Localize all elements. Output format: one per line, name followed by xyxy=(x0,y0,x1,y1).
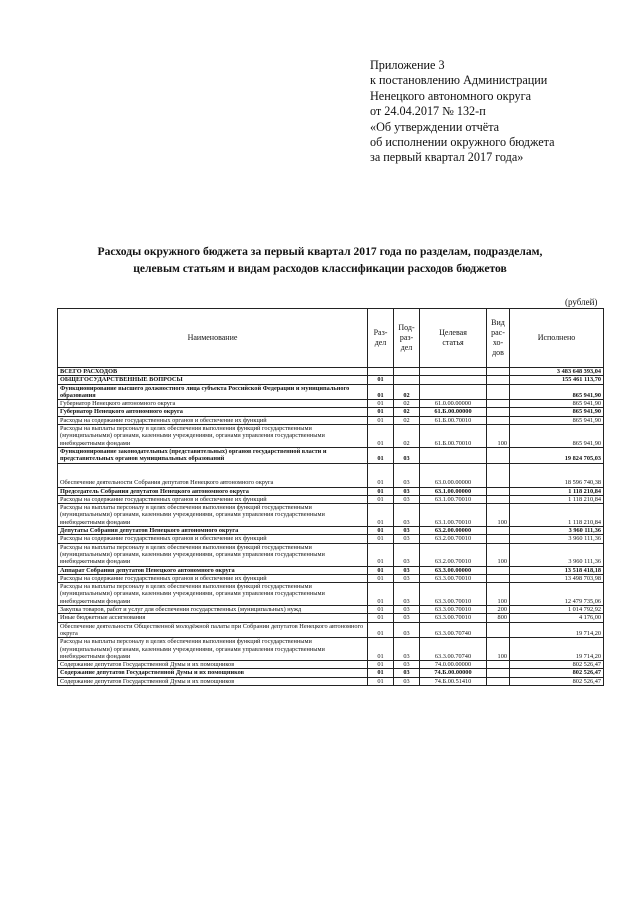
row-expense-kind-cell xyxy=(487,677,510,685)
row-subsection-cell: 02 xyxy=(394,416,420,424)
table-row xyxy=(58,638,604,661)
table-row xyxy=(58,566,604,574)
row-target-article-cell: 63.3.00.70740 xyxy=(420,638,487,661)
header-target-article: Целевая статья xyxy=(420,309,487,368)
row-name-cell: Расходы на содержание государственных органов и обеспечение их функций xyxy=(58,574,368,582)
row-subsection-cell: 03 xyxy=(394,622,420,638)
row-subsection-cell: 03 xyxy=(394,463,420,487)
row-amount-cell: 155 461 113,70 xyxy=(510,376,604,384)
row-target-article-cell xyxy=(420,368,487,376)
row-name-cell: Обеспечение деятельности Общественной молодёжной палаты при Собрании депутатов Ненецкого автономного округа xyxy=(58,622,368,638)
row-section-cell: 01 xyxy=(368,425,394,448)
row-name-cell: Расходы на содержание государственных органов и обеспечение их функций xyxy=(58,416,368,424)
table-row xyxy=(58,447,604,463)
row-name-cell: Депутаты Собрания депутатов Ненецкого автономного округа xyxy=(58,527,368,535)
row-section-cell: 01 xyxy=(368,622,394,638)
row-name-cell: Расходы на содержание государственных органов и обеспечение их функций xyxy=(58,495,368,503)
row-section-cell: 01 xyxy=(368,384,394,400)
report-title-line-1: Расходы окружного бюджета за первый квартал 2017 года по разделам, подразделам, xyxy=(97,245,543,258)
row-name-cell: Иные бюджетные ассигнования xyxy=(58,614,368,622)
row-name-cell: Расходы на выплаты персоналу в целях обеспечения выполнения функций государственными (муниципальными) органами, казенными учреждениями, органами управления государственными внебюджетными фондами xyxy=(58,425,368,448)
table-row xyxy=(58,661,604,669)
row-amount-cell: 19 714,20 xyxy=(510,638,604,661)
row-expense-kind-cell xyxy=(487,400,510,408)
row-amount-cell: 865 941,90 xyxy=(510,408,604,416)
row-section-cell: 01 xyxy=(368,400,394,408)
table-row xyxy=(58,463,604,487)
row-name-cell: Содержание депутатов Государственной Думы и их помощников xyxy=(58,677,368,685)
row-expense-kind-cell xyxy=(487,566,510,574)
row-name-cell: Губернатор Ненецкого автономного округа xyxy=(58,408,368,416)
row-target-article-cell: 63.2.00.00000 xyxy=(420,527,487,535)
row-name-cell: Функционирование высшего должностного лица субъекта Российской Федерации и муниципального образования xyxy=(58,384,368,400)
row-expense-kind-cell xyxy=(487,669,510,677)
row-amount-cell: 19 824 705,03 xyxy=(510,447,604,463)
row-expense-kind-cell xyxy=(487,622,510,638)
row-name-cell: ВСЕГО РАСХОДОВ xyxy=(58,368,368,376)
row-section-cell: 01 xyxy=(368,543,394,566)
table-row xyxy=(58,504,604,527)
row-expense-kind-cell: 100 xyxy=(487,583,510,606)
header-subsection: Под- раз- дел xyxy=(394,309,420,368)
row-target-article-cell xyxy=(420,376,487,384)
table-row xyxy=(58,535,604,543)
row-name-cell: Обеспечение деятельности Собрания депутатов Ненецкого автономного округа xyxy=(58,463,368,487)
row-expense-kind-cell: 800 xyxy=(487,614,510,622)
row-section-cell: 01 xyxy=(368,463,394,487)
row-target-article-cell: 63.1.00.70010 xyxy=(420,504,487,527)
row-expense-kind-cell: 100 xyxy=(487,425,510,448)
table-row xyxy=(58,677,604,685)
row-section-cell: 01 xyxy=(368,583,394,606)
row-subsection-cell xyxy=(394,368,420,376)
row-section-cell xyxy=(368,368,394,376)
table-row xyxy=(58,669,604,677)
row-expense-kind-cell xyxy=(487,495,510,503)
appendix-line: Ненецкого автономного округа xyxy=(370,88,532,103)
row-expense-kind-cell xyxy=(487,384,510,400)
row-amount-cell: 802 526,47 xyxy=(510,669,604,677)
row-target-article-cell: 63.3.00.70010 xyxy=(420,606,487,614)
row-subsection-cell: 03 xyxy=(394,614,420,622)
row-amount-cell: 865 941,90 xyxy=(510,425,604,448)
row-target-article-cell: 63.3.00.00000 xyxy=(420,566,487,574)
row-expense-kind-cell xyxy=(487,527,510,535)
row-expense-kind-cell xyxy=(487,487,510,495)
row-expense-kind-cell xyxy=(487,408,510,416)
row-target-article-cell: 63.2.00.70010 xyxy=(420,543,487,566)
header-executed: Исполнено xyxy=(510,309,604,368)
row-subsection-cell: 03 xyxy=(394,487,420,495)
row-target-article-cell: 61.0.00.00000 xyxy=(420,400,487,408)
row-subsection-cell: 03 xyxy=(394,669,420,677)
table-row xyxy=(58,606,604,614)
appendix-header xyxy=(370,58,555,166)
row-target-article-cell: 61.Б.00.70010 xyxy=(420,425,487,448)
row-expense-kind-cell: 200 xyxy=(487,606,510,614)
row-name-cell: Расходы на выплаты персоналу в целях обеспечения выполнения функций государственными (муниципальными) органами, казенными учреждениями, органами управления государственными внебюджетными фондами xyxy=(58,543,368,566)
row-section-cell: 01 xyxy=(368,527,394,535)
row-target-article-cell: 74.Б.00.51410 xyxy=(420,677,487,685)
row-amount-cell: 18 596 740,38 xyxy=(510,463,604,487)
appendix-line: от 24.04.2017 № 132-п xyxy=(370,104,486,119)
row-name-cell: Содержание депутатов Государственной Думы и их помощников xyxy=(58,661,368,669)
row-target-article-cell: 63.3.00.70010 xyxy=(420,574,487,582)
row-target-article-cell: 61.Б.00.00000 xyxy=(420,408,487,416)
header-name: Наименование xyxy=(58,309,368,368)
row-subsection-cell: 03 xyxy=(394,566,420,574)
row-amount-cell: 865 941,90 xyxy=(510,416,604,424)
row-amount-cell: 802 526,47 xyxy=(510,677,604,685)
row-section-cell: 01 xyxy=(368,614,394,622)
row-name-cell: Расходы на выплаты персоналу в целях обеспечения выполнения функций государственными (муниципальными) органами, казенными учреждениями, органами управления государственными внебюджетными фондами xyxy=(58,638,368,661)
unit-label: (рублей) xyxy=(565,297,598,307)
row-expense-kind-cell xyxy=(487,463,510,487)
row-target-article-cell: 63.1.00.00000 xyxy=(420,487,487,495)
row-section-cell: 01 xyxy=(368,416,394,424)
row-amount-cell: 3 960 111,36 xyxy=(510,535,604,543)
row-expense-kind-cell xyxy=(487,535,510,543)
row-section-cell: 01 xyxy=(368,504,394,527)
row-subsection-cell: 03 xyxy=(394,447,420,463)
appendix-line: за первый квартал 2017 года» xyxy=(370,150,524,165)
row-target-article-cell: 63.2.00.70010 xyxy=(420,535,487,543)
row-expense-kind-cell xyxy=(487,416,510,424)
row-section-cell: 01 xyxy=(368,606,394,614)
row-target-article-cell: 74.Б.00.00000 xyxy=(420,669,487,677)
row-amount-cell: 1 118 210,84 xyxy=(510,487,604,495)
row-expense-kind-cell xyxy=(487,447,510,463)
row-name-cell: Закупка товаров, работ и услуг для обеспечения государственных (муниципальных) нужд xyxy=(58,606,368,614)
table-row xyxy=(58,614,604,622)
row-amount-cell: 3 483 648 393,04 xyxy=(510,368,604,376)
row-name-cell: Аппарат Собрания депутатов Ненецкого автономного округа xyxy=(58,566,368,574)
row-subsection-cell: 03 xyxy=(394,527,420,535)
row-name-cell: Содержание депутатов Государственной Думы и их помощников xyxy=(58,669,368,677)
row-section-cell: 01 xyxy=(368,661,394,669)
row-amount-cell: 865 941,90 xyxy=(510,400,604,408)
row-target-article-cell xyxy=(420,384,487,400)
row-name-cell: Председатель Собрания депутатов Ненецкого автономного округа xyxy=(58,487,368,495)
row-subsection-cell: 03 xyxy=(394,543,420,566)
table-row xyxy=(58,408,604,416)
row-subsection-cell xyxy=(394,376,420,384)
row-amount-cell: 19 714,20 xyxy=(510,622,604,638)
row-name-cell: ОБЩЕГОСУДАРСТВЕННЫЕ ВОПРОСЫ xyxy=(58,376,368,384)
row-amount-cell: 802 526,47 xyxy=(510,661,604,669)
row-subsection-cell: 03 xyxy=(394,574,420,582)
row-section-cell: 01 xyxy=(368,376,394,384)
header-section: Раз- дел xyxy=(368,309,394,368)
row-section-cell: 01 xyxy=(368,574,394,582)
table-row xyxy=(58,400,604,408)
row-expense-kind-cell: 100 xyxy=(487,543,510,566)
table-row xyxy=(58,368,604,376)
table-row xyxy=(58,376,604,384)
report-title xyxy=(40,243,600,277)
row-expense-kind-cell: 100 xyxy=(487,638,510,661)
row-subsection-cell: 02 xyxy=(394,400,420,408)
row-section-cell: 01 xyxy=(368,669,394,677)
table-row xyxy=(58,527,604,535)
table-header-row xyxy=(58,309,604,368)
row-section-cell: 01 xyxy=(368,495,394,503)
appendix-line: «Об утверждении отчёта xyxy=(370,119,500,134)
row-target-article-cell xyxy=(420,447,487,463)
table-row xyxy=(58,384,604,400)
row-target-article-cell: 63.1.00.70010 xyxy=(420,495,487,503)
row-subsection-cell: 02 xyxy=(394,384,420,400)
row-expense-kind-cell xyxy=(487,368,510,376)
table-body xyxy=(58,368,604,686)
row-target-article-cell: 63.0.00.00000 xyxy=(420,463,487,487)
row-expense-kind-cell xyxy=(487,661,510,669)
row-section-cell: 01 xyxy=(368,677,394,685)
row-subsection-cell: 03 xyxy=(394,638,420,661)
row-target-article-cell: 63.3.00.70740 xyxy=(420,622,487,638)
row-amount-cell: 3 960 111,36 xyxy=(510,543,604,566)
row-amount-cell: 13 498 703,98 xyxy=(510,574,604,582)
table-row xyxy=(58,416,604,424)
appendix-line: Приложение 3 xyxy=(370,58,445,72)
appendix-line: об исполнении окружного бюджета xyxy=(370,135,555,150)
row-subsection-cell: 03 xyxy=(394,661,420,669)
row-amount-cell: 1 118 210,84 xyxy=(510,504,604,527)
report-title-line-2: целевым статьям и видам расходов классификации расходов бюджетов xyxy=(133,262,507,275)
row-amount-cell: 1 014 792,92 xyxy=(510,606,604,614)
row-subsection-cell: 03 xyxy=(394,677,420,685)
row-name-cell: Расходы на выплаты персоналу в целях обеспечения выполнения функций государственными (муниципальными) органами, казенными учреждениями, органами управления государственными внебюджетными фондами xyxy=(58,504,368,527)
row-target-article-cell: 61.Б.00.70010 xyxy=(420,416,487,424)
row-subsection-cell: 03 xyxy=(394,583,420,606)
row-name-cell: Функционирование законодательных (представительных) органов государственной власти и представительных органов муниципальных образований xyxy=(58,447,368,463)
row-expense-kind-cell xyxy=(487,574,510,582)
row-target-article-cell: 74.0.00.00000 xyxy=(420,661,487,669)
table-row xyxy=(58,574,604,582)
row-section-cell: 01 xyxy=(368,487,394,495)
row-amount-cell: 13 518 418,18 xyxy=(510,566,604,574)
row-subsection-cell: 02 xyxy=(394,425,420,448)
row-section-cell: 01 xyxy=(368,638,394,661)
header-expense-kind: Вид рас- хо- дов xyxy=(487,309,510,368)
row-name-cell: Губернатор Ненецкого автономного округа xyxy=(58,400,368,408)
row-subsection-cell: 03 xyxy=(394,606,420,614)
row-name-cell: Расходы на содержание государственных органов и обеспечение их функций xyxy=(58,535,368,543)
table-row xyxy=(58,622,604,638)
row-expense-kind-cell xyxy=(487,376,510,384)
row-section-cell: 01 xyxy=(368,408,394,416)
table-row xyxy=(58,425,604,448)
row-amount-cell: 12 479 735,06 xyxy=(510,583,604,606)
row-section-cell: 01 xyxy=(368,447,394,463)
table-row xyxy=(58,543,604,566)
row-amount-cell: 3 960 111,36 xyxy=(510,527,604,535)
row-subsection-cell: 03 xyxy=(394,535,420,543)
row-subsection-cell: 03 xyxy=(394,504,420,527)
row-section-cell: 01 xyxy=(368,566,394,574)
appendix-line: к постановлению Администрации xyxy=(370,73,548,88)
row-amount-cell: 1 118 210,84 xyxy=(510,495,604,503)
table-row xyxy=(58,583,604,606)
row-subsection-cell: 03 xyxy=(394,495,420,503)
table-row xyxy=(58,487,604,495)
row-name-cell: Расходы на выплаты персоналу в целях обеспечения выполнения функций государственными (муниципальными) органами, казенными учреждениями, органами управления государственными внебюджетными фондами xyxy=(58,583,368,606)
row-subsection-cell: 02 xyxy=(394,408,420,416)
row-target-article-cell: 63.3.00.70010 xyxy=(420,614,487,622)
row-expense-kind-cell: 100 xyxy=(487,504,510,527)
table-row xyxy=(58,495,604,503)
row-section-cell: 01 xyxy=(368,535,394,543)
budget-table xyxy=(57,308,604,686)
row-amount-cell: 4 176,00 xyxy=(510,614,604,622)
row-amount-cell: 865 941,90 xyxy=(510,384,604,400)
row-target-article-cell: 63.3.00.70010 xyxy=(420,583,487,606)
